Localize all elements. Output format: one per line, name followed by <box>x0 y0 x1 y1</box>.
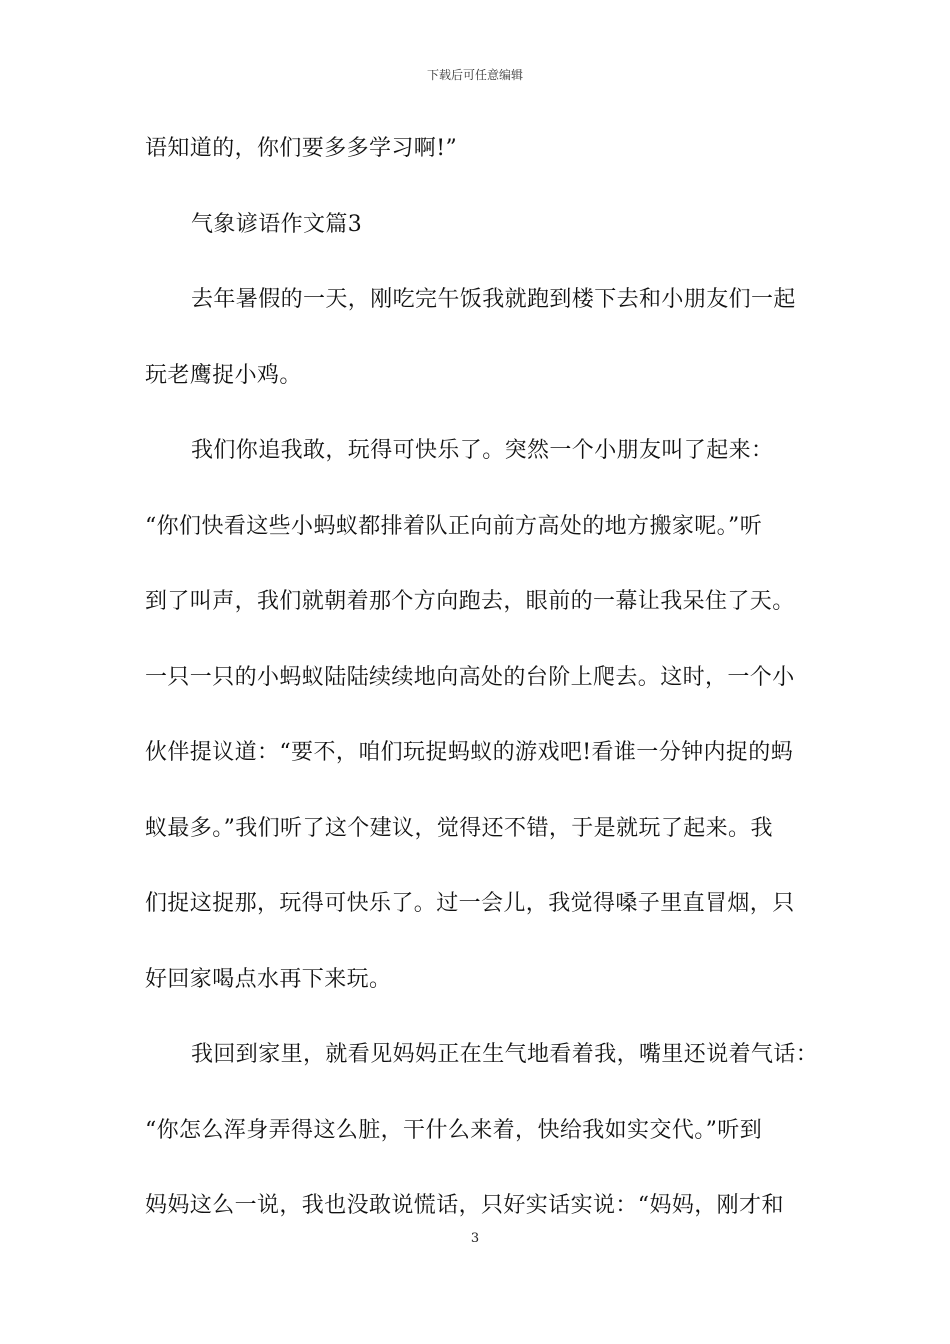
text-line: 去年暑假的一天，刚吃完午饭我就跑到楼下去和小朋友们一起 <box>191 287 796 312</box>
text-line: 语知道的，你们要多多学习啊!” <box>145 136 458 161</box>
text-line: 们捉这捉那，玩得可快乐了。过一会儿，我觉得嗓子里直冒烟，只 <box>145 891 795 916</box>
text-line: 蚁最多。”我们听了这个建议，觉得还不错，于是就玩了起来。我 <box>145 815 773 841</box>
page-number: 3 <box>470 1231 480 1246</box>
text-line: 我们你追我敢，玩得可快乐了。突然一个小朋友叫了起来： <box>191 438 774 463</box>
text-line: 好回家喝点水再下来玩。 <box>145 966 392 992</box>
text-line: 伙伴提议道：“要不，咱们玩捉蚂蚁的游戏吧!看谁一分钟内捉的蚂 <box>145 740 794 765</box>
text-line: 玩老鹰捉小鸡。 <box>145 362 302 388</box>
text-line: 妈妈这么一说，我也没敢说慌话，只好实话实说：“妈妈，刚才和 <box>145 1193 784 1218</box>
text-line: “你怎么浑身弄得这么脏，干什么来着，快给我如实交代。”听到 <box>145 1117 763 1143</box>
document-body <box>145 128 825 1261</box>
page-header: 下载后可任意编辑 <box>426 68 523 82</box>
section-heading: 气象谚语作文篇3 <box>191 211 363 237</box>
text-line: “你们快看这些小蚂蚁都排着队正向前方高处的地方搬家呢。”听 <box>145 513 763 539</box>
text-line: 我回到家里，就看见妈妈正在生气地看着我，嘴里还说着气话： <box>191 1042 819 1067</box>
text-line: 到了叫声，我们就朝着那个方向跑去，眼前的一幕让我呆住了天。 <box>145 589 795 614</box>
text-line: 一只一只的小蚂蚁陆陆续续地向高处的台阶上爬去。这时，一个小 <box>145 664 795 690</box>
